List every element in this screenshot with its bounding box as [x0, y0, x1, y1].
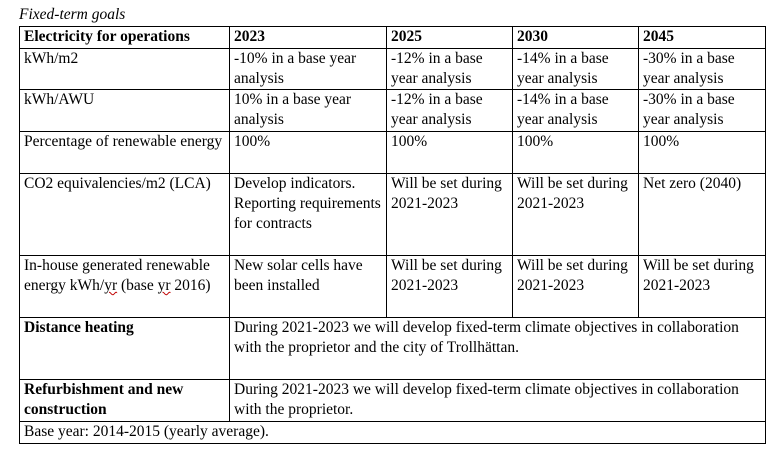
header-row	[20, 27, 766, 49]
header-year-2023: 2023	[230, 27, 387, 49]
spanning-row	[20, 380, 766, 422]
table-cell: -14% in a base year analysis	[513, 90, 639, 132]
spanning-cell: During 2021-2023 we will develop fixed-term climate objectives in collaboration with the proprietor and the city of Trollhättan.	[230, 318, 766, 380]
table-cell: -30% in a base year analysis	[639, 49, 766, 90]
table-row	[20, 174, 766, 256]
table-cell: -10% in a base year analysis	[230, 49, 387, 90]
table-cell: Develop indicators. Reporting requirements for contracts	[230, 174, 387, 256]
table-row	[20, 256, 766, 318]
table-cell: Will be set during 2021-2023	[513, 256, 639, 318]
row-label: kWh/m2	[20, 49, 230, 90]
row-label-part: 2016)	[170, 277, 211, 294]
table-cell: New solar cells have been installed	[230, 256, 387, 318]
table-cell: -30% in a base year analysis	[639, 90, 766, 132]
header-year-2025: 2025	[387, 27, 513, 49]
header-category: Electricity for operations	[20, 27, 230, 49]
spanning-cell: During 2021-2023 we will develop fixed-term climate objectives in collaboration with the proprietor.	[230, 380, 766, 422]
row-label: kWh/AWU	[20, 90, 230, 132]
table-cell: 10% in a base year analysis	[230, 90, 387, 132]
table-cell: 100%	[513, 132, 639, 174]
spanning-row	[20, 318, 766, 380]
row-label-part: (base	[117, 277, 158, 294]
row-label-part: In-house generated renewable energy kWh/	[24, 257, 210, 294]
table-row	[20, 49, 766, 90]
row-label: Refurbishment and new construction	[20, 380, 230, 422]
table-cell: 100%	[639, 132, 766, 174]
row-label	[20, 256, 230, 318]
table-cell: 100%	[230, 132, 387, 174]
table-cell: 100%	[387, 132, 513, 174]
table-caption: Fixed-term goals	[19, 6, 126, 23]
table-cell: Will be set during 2021-2023	[387, 256, 513, 318]
header-year-2045: 2045	[639, 27, 766, 49]
table-row	[20, 132, 766, 174]
table-cell: -14% in a base year analysis	[513, 49, 639, 90]
row-label: Percentage of renewable energy	[20, 132, 230, 174]
row-label: CO2 equivalencies/m2 (LCA)	[20, 174, 230, 256]
table-cell: Will be set during 2021-2023	[513, 174, 639, 256]
spellcheck-flagged-word: yr	[104, 277, 118, 294]
table-cell: Will be set during 2021-2023	[387, 174, 513, 256]
row-label: Distance heating	[20, 318, 230, 380]
table-cell: -12% in a base year analysis	[387, 90, 513, 132]
table-cell: Net zero (2040)	[639, 174, 766, 256]
fixed-term-goals-table	[19, 26, 766, 444]
spellcheck-flagged-word: yr	[157, 277, 171, 294]
table-cell: -12% in a base year analysis	[387, 49, 513, 90]
footer-row	[20, 422, 766, 444]
footer-note: Base year: 2014-2015 (yearly average).	[20, 422, 766, 444]
table-row	[20, 90, 766, 132]
header-year-2030: 2030	[513, 27, 639, 49]
table-cell: Will be set during 2021-2023	[639, 256, 766, 318]
